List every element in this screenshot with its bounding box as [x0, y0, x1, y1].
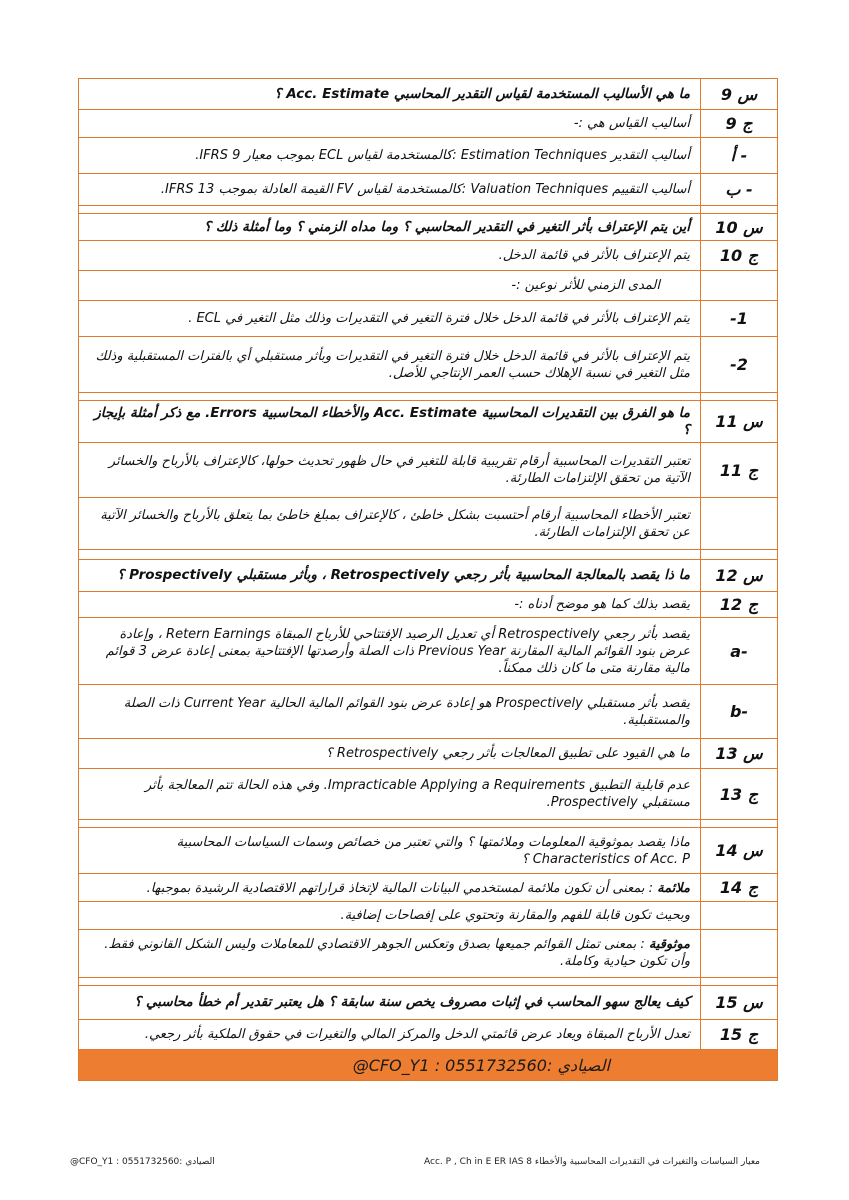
table-row	[79, 241, 777, 271]
table-row	[79, 79, 777, 110]
row-label: ب -	[700, 174, 777, 205]
contact-band	[79, 1050, 777, 1080]
table-row	[79, 618, 777, 685]
row-label: ج 10	[700, 241, 777, 270]
table-row	[79, 874, 777, 902]
row-label: س 10	[700, 214, 777, 240]
answer-text: أساليب التقييم Valuation Techniques :كالمستخدمة لقياس FV القيمة العادلة بموجب IFRS 13.	[160, 182, 690, 197]
answer-text: ما هي القيود على تطبيق المعالجات بأثر رجعي Retrospectively ؟	[325, 746, 690, 761]
table-row	[79, 986, 777, 1020]
spacer-row	[79, 978, 777, 986]
page-footer	[70, 1157, 760, 1177]
answer-text: وبحيث تكون قابلة للفهم والمقارنة وتحتوي على إفصاحات إضافية.	[340, 908, 690, 923]
row-label: ج 14	[700, 874, 777, 901]
row-label	[700, 271, 777, 300]
table-row	[79, 685, 777, 739]
table-row	[79, 301, 777, 337]
reliability-definition: : بمعنى تمثل القوائم جميعها بصدق وتعكس الجوهر الاقتصادي للمعاملات وليس الشكل القانوني فقط. وأن تكون حيادية وكاملة.	[104, 937, 690, 969]
question-text: كيف يعالج سهو المحاسب في إثبات مصروف يخص سنة سابقة ؟ هل يعتبر تقدير أم خطأ محاسبي ؟	[134, 994, 690, 1010]
row-label: -1	[700, 301, 777, 336]
answer-text: أساليب التقدير Estimation Techniques :كالمستخدمة لقياس ECL بموجب معيار IFRS 9.	[195, 148, 690, 163]
table-row	[79, 902, 777, 930]
spacer-row	[79, 393, 777, 401]
table-row	[79, 930, 777, 978]
row-label: س 12	[700, 560, 777, 591]
row-label: أ -	[700, 138, 777, 173]
answer-text: ماذا يقصد بموثوقية المعلومات وملائمتها ؟ والتي تعتبر من خصائص وسمات السياسات المحاسبية Characteristics of Acc. P ؟	[176, 834, 690, 867]
row-label: ج 11	[700, 443, 777, 497]
table-row	[79, 828, 777, 874]
answer-text	[79, 874, 700, 901]
spacer-row	[79, 820, 777, 828]
row-label: ج 15	[700, 1020, 777, 1049]
answer-text: عدم قابلية التطبيق Impracticable Applying a Requirements. وفي هذه الحالة تتم المعالجة بأثر مستقبلي Prospectively.	[145, 778, 690, 810]
table-row	[79, 443, 777, 498]
row-label: س 11	[700, 401, 777, 442]
question-text: ما ذا يقصد بالمعالجة المحاسبية بأثر رجعي Retrospectively ، وبأثر مستقبلي Prospectively ؟	[117, 567, 690, 583]
table-row	[79, 337, 777, 393]
row-label	[700, 498, 777, 549]
answer-text	[79, 930, 700, 977]
spacer-row	[79, 206, 777, 214]
row-label: ج 9	[700, 110, 777, 137]
table-row	[79, 769, 777, 820]
table-row	[79, 592, 777, 618]
table-row	[79, 174, 777, 206]
spacer-row	[79, 550, 777, 560]
row-label: س 13	[700, 739, 777, 768]
reliability-term: موثوقية	[648, 937, 690, 952]
row-label	[700, 902, 777, 929]
footer-contact: @CFO_Y1 : 0551732560: الصيادي	[70, 1157, 215, 1167]
table-row	[79, 560, 777, 592]
answer-text: تعتبر التقديرات المحاسبية أرقام تقريبية قابلة للتغير في حال ظهور تحديث حولها، كالإعتراف بالأرباح والخسائر الآتية من تحقق الإلتزامات الطارئة.	[108, 454, 690, 486]
table-row	[79, 271, 777, 301]
answer-text: أساليب القياس هي :-	[573, 116, 690, 131]
row-label: a-	[700, 618, 777, 684]
question-text: ما هي الأساليب المستخدمة لقياس التقدير المحاسبي Acc. Estimate ؟	[274, 85, 690, 102]
answer-text: يتم الإعتراف بالأثر في قائمة الدخل.	[498, 248, 690, 263]
answer-text: يقصد بأثر مستقبلي Prospectively هو إعادة عرض بنود القوائم المالية الحالية Current Year ذات الصلة والمستقبلية.	[123, 695, 690, 728]
answer-text: المدى الزمني للأثر نوعين :-	[511, 278, 660, 293]
qa-table	[78, 78, 778, 1081]
row-label	[700, 930, 777, 977]
table-row	[79, 214, 777, 241]
row-label: س 14	[700, 828, 777, 873]
row-label: -2	[700, 337, 777, 392]
row-label: ج 13	[700, 769, 777, 819]
answer-text: يتم الإعتراف بالأثر في قائمة الدخل خلال فترة التغير في التقديرات وذلك مثل التغير في ECL .	[188, 311, 690, 326]
question-text: أين يتم الإعتراف بأثر التغير في التقدير المحاسبي ؟ وما مداه الزمني ؟ وما أمثلة ذلك ؟	[203, 218, 690, 235]
table-row	[79, 739, 777, 769]
table-row	[79, 498, 777, 550]
footer-title: معيار السياسات والتغيرات في التقديرات المحاسبية والأخطاء Acc. P , Ch in E ER IAS 8	[424, 1157, 760, 1167]
row-label: b-	[700, 685, 777, 738]
contact-text: الصيادي :0551732560 : CFO_Y1@	[352, 1055, 610, 1075]
table-row	[79, 138, 777, 174]
row-label: س 15	[700, 986, 777, 1019]
question-text: ما هو الفرق بين التقديرات المحاسبية Acc. Estimate والأخطاء المحاسبية Errors. مع ذكر أمثلة بإيجاز ؟	[94, 404, 690, 438]
relevance-term: ملائمة	[657, 881, 690, 896]
table-row	[79, 110, 777, 138]
table-row	[79, 1020, 777, 1050]
row-label: ج 12	[700, 592, 777, 617]
answer-text: يتم الإعتراف بالأثر في قائمة الدخل خلال فترة التغير في التقديرات وبأثر مستقبلي أي بالفترات المستقبلية وذلك مثل التغير في نسبة الإهلاك حسب العمر الإنتاجي للأصل.	[95, 348, 690, 381]
answer-text: تعدل الأرباح المبقاة ويعاد عرض قائمتي الدخل والمركز المالي والتغيرات في حقوق الملكية بأثر رجعي.	[144, 1027, 690, 1042]
table-row	[79, 401, 777, 443]
answer-text: يقصد بذلك كما هو موضح أدناه :-	[514, 597, 690, 612]
answer-text: تعتبر الأخطاء المحاسبية أرقام أحتسبت بشكل خاطئ ، كالإعتراف بمبلغ خاطئ بما يتعلق بالأرباح والخسائر الآتية عن تحقق الإلتزامات الطارئة.	[100, 507, 690, 540]
answer-text: يقصد بأثر رجعي Retrospectively أي تعديل الرصيد الإفتتاحي للأرباح المبقاة Retern Earnings ، وإعادة عرض بنود القوائم المالية المقارنة Previous Year ذات الصلة وأرصدتها الإفتتاحية بمعنى إعادة عرض 3 قوائم مالية مقارنة متى ما كان ذلك ممكناً.	[105, 626, 690, 676]
row-label: س 9	[700, 79, 777, 109]
relevance-definition: : بمعنى أن تكون ملائمة لمستخدمي البيانات المالية لإتخاذ قراراتهم الاقتصادية الرشيدة بموجبها.	[146, 881, 658, 896]
